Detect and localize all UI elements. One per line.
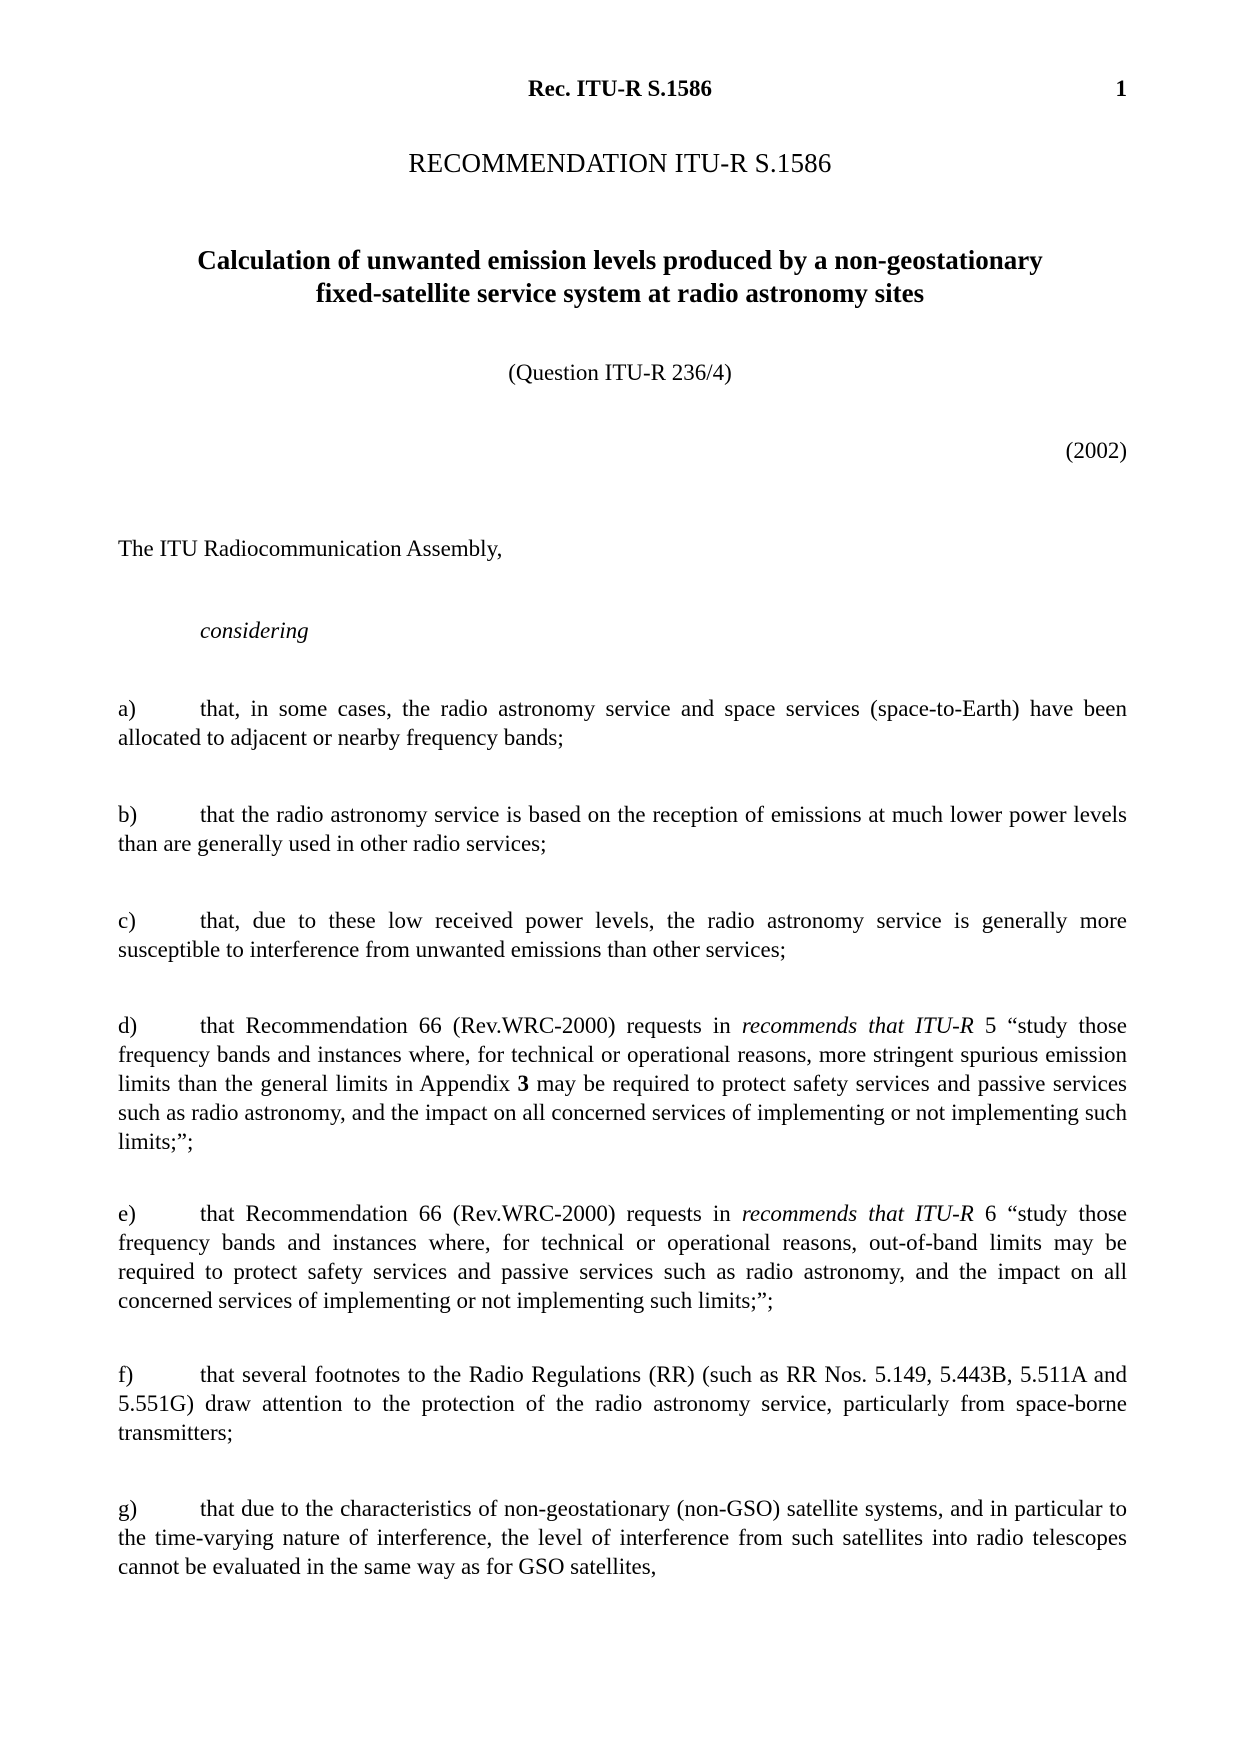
assembly-statement: The ITU Radiocommunication Assembly, [118, 536, 503, 561]
item-label: b) [118, 802, 138, 827]
item-italic-reference: recommends that ITU-R [741, 1201, 974, 1226]
considering-item-f [118, 1360, 1127, 1447]
considering-item-b [118, 800, 1127, 858]
item-text: that, in some cases, the radio astronomy service and space services (space-to-Earth) have been allocated to adjacent or nearby frequency bands; [118, 696, 1127, 750]
running-title: Rec. ITU-R S.1586 [528, 76, 712, 101]
item-label: a) [118, 696, 136, 721]
item-italic-reference: recommends that ITU-R [741, 1013, 974, 1038]
recommendation-title: RECOMMENDATION ITU-R S.1586 [408, 148, 832, 178]
considering-heading: considering [200, 618, 309, 643]
item-text-part-2: 5 “study those frequency bands and instances where, for technical or operational reasons, more stringent spurious emission limits than the general limits in Appendix [118, 1013, 1127, 1096]
item-text-part-2: 6 “study those frequency bands and instances where, for technical or operational reasons, out-of-band limits may be required to protect safety services and passive services such as radio astronomy, and the impact on all concerned services of implementing or not implementing such limits;”; [118, 1201, 1127, 1313]
item-text: that the radio astronomy service is based on the reception of emissions at much lower power levels than are generally used in other radio services; [118, 802, 1127, 856]
item-text-part-1: that Recommendation 66 (Rev.WRC-2000) requests in [200, 1201, 742, 1226]
considering-item-c [118, 906, 1127, 964]
considering-item-g [118, 1494, 1127, 1581]
year: (2002) [1065, 438, 1127, 463]
item-label: c) [118, 908, 136, 933]
item-bold-appendix: 3 [517, 1071, 530, 1096]
considering-item-a [118, 694, 1127, 752]
item-text: that due to the characteristics of non-geostationary (non-GSO) satellite systems, and in particular to the time-varying nature of interference, the level of interference from such satellites into radio telescopes cannot be evaluated in the same way as for GSO satellites, [118, 1496, 1127, 1579]
item-text: that several footnotes to the Radio Regulations (RR) (such as RR Nos. 5.149, 5.443B, 5.511A and 5.551G) draw attention to the protection of the radio astronomy service, particularly from space-borne transmitters; [118, 1362, 1127, 1445]
item-label: d) [118, 1013, 138, 1038]
considering-item-e [118, 1199, 1127, 1315]
item-text-part-3: may be required to protect safety services and passive services such as radio astronomy, and the impact on all concerned services of implementing or not implementing such limits;”; [118, 1071, 1127, 1154]
document-title-line-1: Calculation of unwanted emission levels produced by a non-geostationary [197, 245, 1043, 275]
document-title-line-2: fixed-satellite service system at radio astronomy sites [315, 278, 925, 308]
document-title [120, 244, 1120, 310]
item-text: that, due to these low received power levels, the radio astronomy service is generally more susceptible to interference from unwanted emissions than other services; [118, 908, 1127, 962]
item-label: g) [118, 1496, 138, 1521]
item-label: f) [118, 1362, 134, 1387]
question-reference: (Question ITU-R 236/4) [508, 360, 732, 385]
page-number: 1 [1115, 76, 1127, 101]
item-text-part-1: that Recommendation 66 (Rev.WRC-2000) requests in [200, 1013, 742, 1038]
item-label: e) [118, 1201, 136, 1226]
considering-item-d [118, 1011, 1127, 1156]
